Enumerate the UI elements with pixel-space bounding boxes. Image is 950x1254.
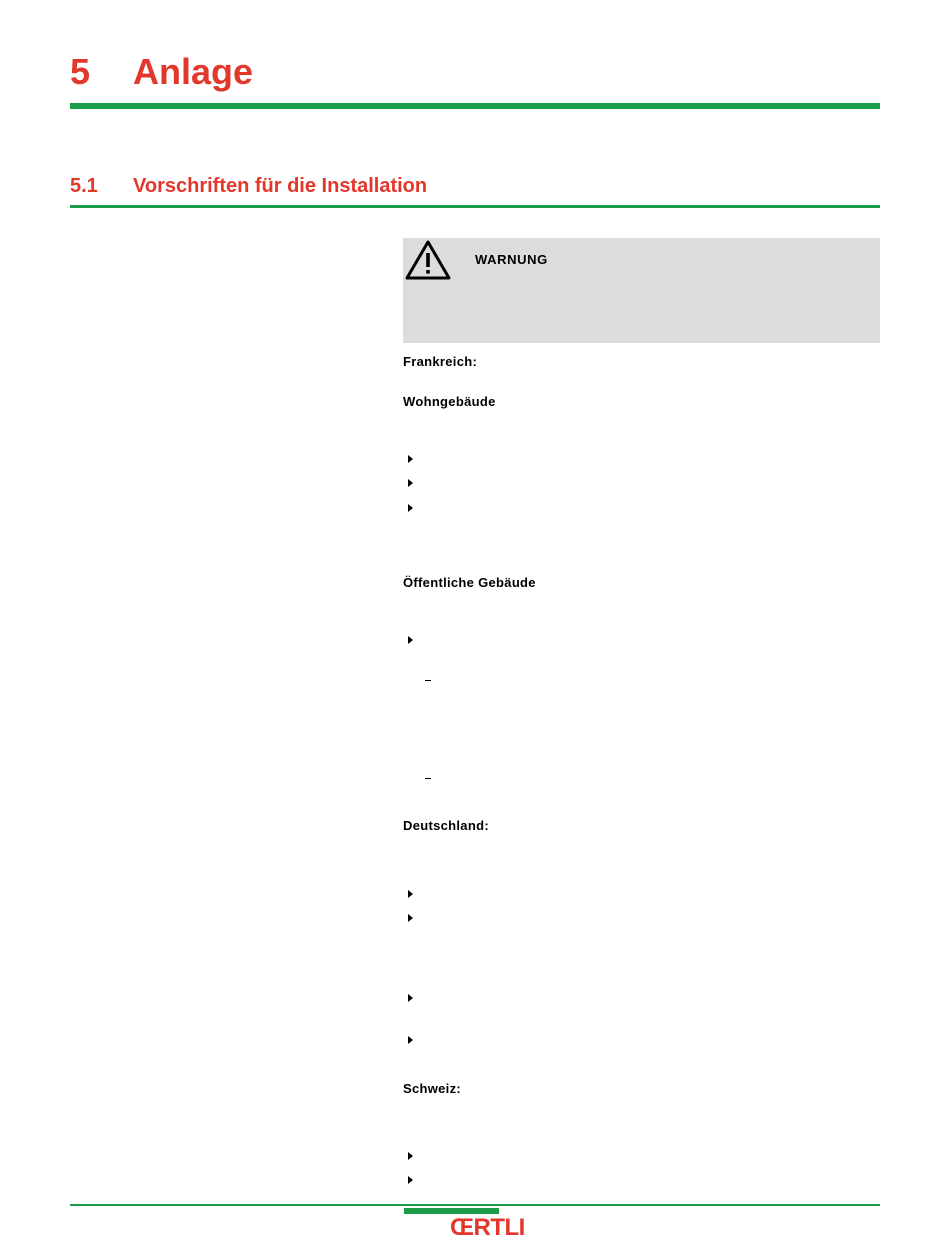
bullet-marker <box>408 504 413 512</box>
section-title: Vorschriften für die Installation <box>133 175 428 197</box>
heading-wohngebaeude: Wohngebäude <box>403 394 496 409</box>
bullet-marker <box>408 890 413 898</box>
warning-triangle-icon <box>404 239 452 281</box>
dash-marker <box>425 778 431 779</box>
dash-marker <box>425 680 431 681</box>
logo-text: RTLI <box>473 1214 525 1241</box>
heading-frankreich: Frankreich: <box>403 354 478 369</box>
warning-label: WARNUNG <box>475 252 548 267</box>
chapter-number: 5 <box>70 51 91 92</box>
chapter-divider <box>70 103 880 109</box>
brand-logo <box>450 1213 525 1243</box>
section-divider <box>70 205 880 208</box>
bullet-marker <box>408 994 413 1002</box>
logo-ligature: Œ <box>450 1214 474 1241</box>
section-number: 5.1 <box>70 175 98 197</box>
bullet-marker <box>408 1152 413 1160</box>
bullet-marker <box>408 1036 413 1044</box>
bullet-marker <box>408 1176 413 1184</box>
bullet-marker <box>408 455 413 463</box>
bullet-marker <box>408 479 413 487</box>
bullet-marker <box>408 636 413 644</box>
heading-schweiz: Schweiz: <box>403 1081 462 1096</box>
footer-divider <box>70 1204 880 1206</box>
bullet-marker <box>408 914 413 922</box>
chapter-title: Anlage <box>133 51 254 92</box>
heading-deutschland: Deutschland: <box>403 818 489 833</box>
heading-oeffentliche-gebaeude: Öffentliche Gebäude <box>403 575 536 590</box>
